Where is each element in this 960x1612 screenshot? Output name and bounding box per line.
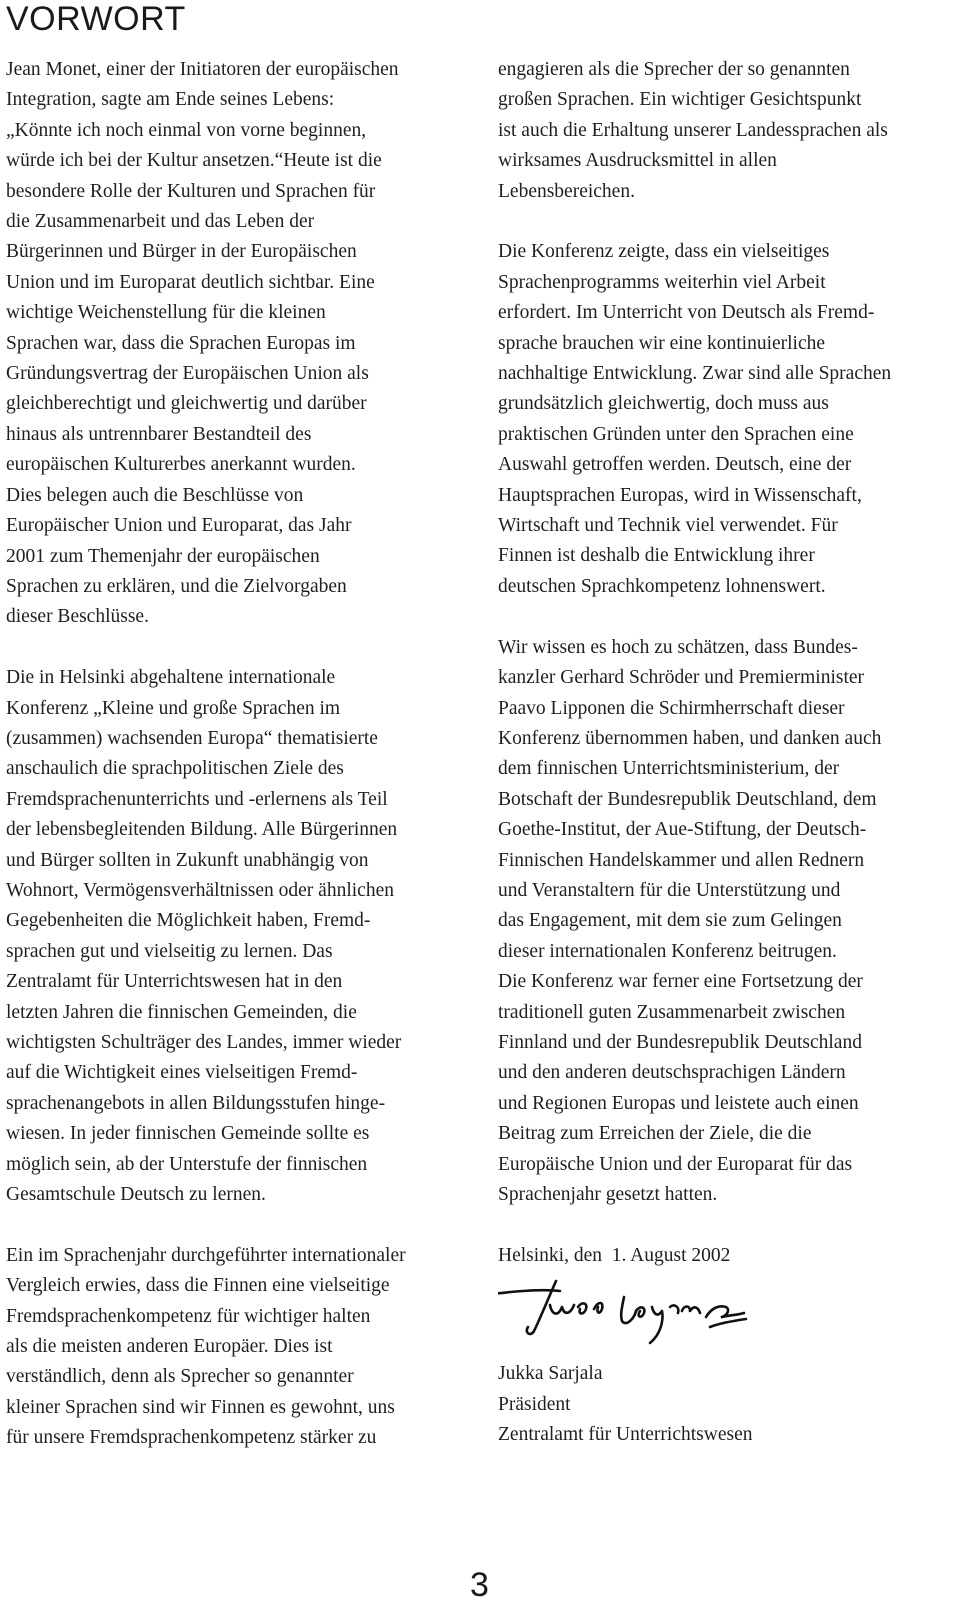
- text-line: auf die Wichtigkeit eines vielseitigen Fremd-: [6, 1062, 358, 1084]
- paragraph-3: [6, 1241, 470, 1454]
- text-line: wichtigsten Schulträger des Landes, immer wieder: [6, 1031, 402, 1053]
- text-line: der lebensbegleitenden Bildung. Alle Bürgerinnen: [6, 819, 398, 841]
- text-line: Integration, sagte am Ende seines Lebens:: [6, 89, 335, 111]
- text-line: und den anderen deutschsprachigen Ländern: [498, 1062, 846, 1084]
- text-line: Union und im Europarat deutlich sichtbar. Eine: [6, 271, 375, 293]
- text-line: praktischen Gründen unter den Sprachen eine: [498, 423, 854, 445]
- text-line: Dies belegen auch die Beschlüsse von: [6, 484, 304, 506]
- text-line: Sprachenjahr gesetzt hatten.: [498, 1184, 718, 1205]
- text-line: anschaulich die sprachpolitischen Ziele des: [6, 758, 344, 780]
- text-line: für unsere Fremdsprachenkompetenz stärker zu: [6, 1427, 377, 1449]
- text-line: kleiner Sprachen sind wir Finnen es gewohnt, uns: [6, 1396, 395, 1418]
- text-line: sprachenangebots in allen Bildungsstufen hinge-: [6, 1092, 386, 1114]
- paragraph-gap: [498, 207, 960, 237]
- signatory-institution: Zentralamt für Unterrichtswesen: [498, 1424, 753, 1446]
- text-line: Beitrag zum Erreichen der Ziele, die die: [498, 1123, 812, 1145]
- text-line: Lebensbereichen.: [498, 180, 635, 202]
- text-line: und Bürger sollten in Zukunft unabhängig von: [6, 849, 369, 871]
- text-line: wiesen. In jeder finnischen Gemeinde sollte es: [6, 1123, 370, 1145]
- text-line: grundsätzlich gleichwertig, doch muss aus: [498, 393, 829, 415]
- text-line: erfordert. Im Unterricht von Deutsch als Fremd-: [498, 302, 875, 324]
- text-line: Vergleich erwies, dass die Finnen eine vielseitige: [6, 1275, 390, 1297]
- text-line: Goethe-Institut, der Aue-Stiftung, der Deutsch-: [498, 819, 867, 841]
- text-line: Die Konferenz zeigte, dass ein vielseitiges: [498, 241, 830, 263]
- text-line: sprachen gut und vielseitig zu lernen. Das: [6, 940, 333, 962]
- text-line: gleichberechtigt und gleichwertig und darüber: [6, 393, 367, 415]
- text-line: das Engagement, mit dem sie zum Gelingen: [498, 910, 842, 932]
- text-line: und Regionen Europas und leistete auch einen: [498, 1092, 859, 1114]
- text-line: würde ich bei der Kultur ansetzen.“Heute ist die: [6, 150, 382, 172]
- text-line: Finnischen Handelskammer und allen Rednern: [498, 849, 865, 871]
- page-title: VORWORT: [6, 0, 186, 38]
- text-line: Wirtschaft und Technik viel verwendet. Für: [498, 515, 838, 537]
- paragraph-gap: [498, 1210, 960, 1240]
- signatory-role: Präsident: [498, 1393, 571, 1415]
- text-line: dieser internationalen Konferenz beitrugen.: [498, 940, 837, 962]
- text-line: 2001 zum Themenjahr der europäischen: [6, 545, 320, 567]
- paragraph-gap: [498, 602, 960, 632]
- signatory-name: Jukka Sarjala: [498, 1363, 603, 1385]
- text-line: Die Konferenz war ferner eine Fortsetzung der: [498, 971, 863, 993]
- text-line: Gesamtschule Deutsch zu lernen.: [6, 1184, 266, 1206]
- text-line: Bürgerinnen und Bürger in der Europäischen: [6, 241, 357, 263]
- text-line: Sprachenprogramms weiterhin viel Arbeit: [498, 271, 826, 293]
- place-date: Helsinki, den 1. August 2002: [498, 1244, 731, 1266]
- text-line: Zentralamt für Unterrichtswesen hat in den: [6, 971, 343, 993]
- text-line: Auswahl getroffen werden. Deutsch, eine der: [498, 454, 852, 476]
- text-line: kanzler Gerhard Schröder und Premierminister: [498, 667, 865, 689]
- text-line: die Zusammenarbeit und das Leben der: [6, 211, 315, 233]
- text-line: Botschaft der Bundesrepublik Deutschland, dem: [498, 788, 877, 810]
- text-line: Europäischer Union und Europarat, das Jahr: [6, 515, 352, 537]
- text-line: Die in Helsinki abgehaltene internationale: [6, 667, 336, 689]
- text-line: Jean Monet, einer der Initiatoren der europäischen: [6, 59, 399, 80]
- text-line: Konferenz „Kleine und große Sprachen im: [6, 697, 341, 719]
- text-line: verständlich, denn als Sprecher so genannter: [6, 1366, 354, 1388]
- text-line: großen Sprachen. Ein wichtiger Gesichtspunkt: [498, 89, 862, 111]
- text-line: Fremdsprachenunterrichts und -erlernens als Teil: [6, 788, 388, 810]
- text-line: wirksames Ausdrucksmittel in allen: [498, 150, 777, 172]
- text-line: engagieren als die Sprecher der so genannten: [498, 59, 850, 80]
- paragraph-gap: [6, 633, 470, 663]
- left-column: [6, 55, 470, 1454]
- text-line: Konferenz übernommen haben, und danken auch: [498, 727, 882, 749]
- text-line: nachhaltige Entwicklung. Zwar sind alle Sprachen: [498, 363, 892, 385]
- text-line: Wohnort, Vermögensverhältnissen oder ähnlichen: [6, 879, 394, 901]
- text-line: Sprachen war, dass die Sprachen Europas im: [6, 332, 356, 354]
- text-line: europäischen Kulturerbes anerkannt wurden.: [6, 454, 356, 476]
- text-line: Gegebenheiten die Möglichkeit haben, Fremd-: [6, 910, 371, 932]
- text-line: Finnen ist deshalb die Entwicklung ihrer: [498, 545, 815, 567]
- page-number: 3: [470, 1566, 489, 1604]
- text-line: Ein im Sprachenjahr durchgeführter internationaler: [6, 1244, 406, 1266]
- text-line: dem finnischen Unterrichtsministerium, der: [498, 758, 840, 780]
- signature: [498, 1271, 798, 1359]
- text-line: traditionell guten Zusammenarbeit zwischen: [498, 1001, 846, 1023]
- text-line: sprache brauchen wir eine kontinuierliche: [498, 332, 826, 354]
- text-line: letzten Jahren die finnischen Gemeinden, die: [6, 1001, 357, 1023]
- text-line: Sprachen zu erklären, und die Zielvorgaben: [6, 575, 347, 597]
- paragraph-4: [498, 55, 960, 207]
- text-line: und Veranstaltern für die Unterstützung und: [498, 879, 841, 901]
- text-line: Europäische Union und der Europarat für das: [498, 1153, 853, 1175]
- text-line: „Könnte ich noch einmal von vorne beginnen,: [6, 119, 367, 141]
- text-line: Hauptsprachen Europas, wird in Wissenschaft,: [498, 484, 862, 506]
- paragraph-6: [498, 633, 960, 1211]
- text-line: Gründungsvertrag der Europäischen Union als: [6, 363, 369, 385]
- text-line: dieser Beschlüsse.: [6, 606, 149, 628]
- paragraph-5: [498, 237, 960, 602]
- text-line: wichtige Weichenstellung für die kleinen: [6, 302, 326, 324]
- text-line: Wir wissen es hoch zu schätzen, dass Bundes-: [498, 636, 858, 658]
- text-line: Paavo Lipponen die Schirmherrschaft dieser: [498, 697, 845, 719]
- text-line: hinaus als untrennbarer Bestandteil des: [6, 423, 312, 445]
- paragraph-1: [6, 55, 470, 633]
- text-line: Finnland und der Bundesrepublik Deutschland: [498, 1031, 862, 1053]
- text-line: deutschen Sprachkompetenz lohnenswert.: [498, 575, 826, 597]
- text-line: (zusammen) wachsenden Europa“ thematisierte: [6, 727, 378, 749]
- text-line: als die meisten anderen Europäer. Dies ist: [6, 1336, 333, 1358]
- text-line: besondere Rolle der Kulturen und Sprachen für: [6, 180, 376, 202]
- paragraph-2: [6, 663, 470, 1210]
- text-line: möglich sein, ab der Unterstufe der finnischen: [6, 1153, 368, 1175]
- right-column: [498, 55, 960, 1450]
- text-line: Fremdsprachenkompetenz für wichtiger halten: [6, 1305, 371, 1327]
- text-line: ist auch die Erhaltung unserer Landessprachen als: [498, 119, 888, 141]
- paragraph-gap: [6, 1210, 470, 1240]
